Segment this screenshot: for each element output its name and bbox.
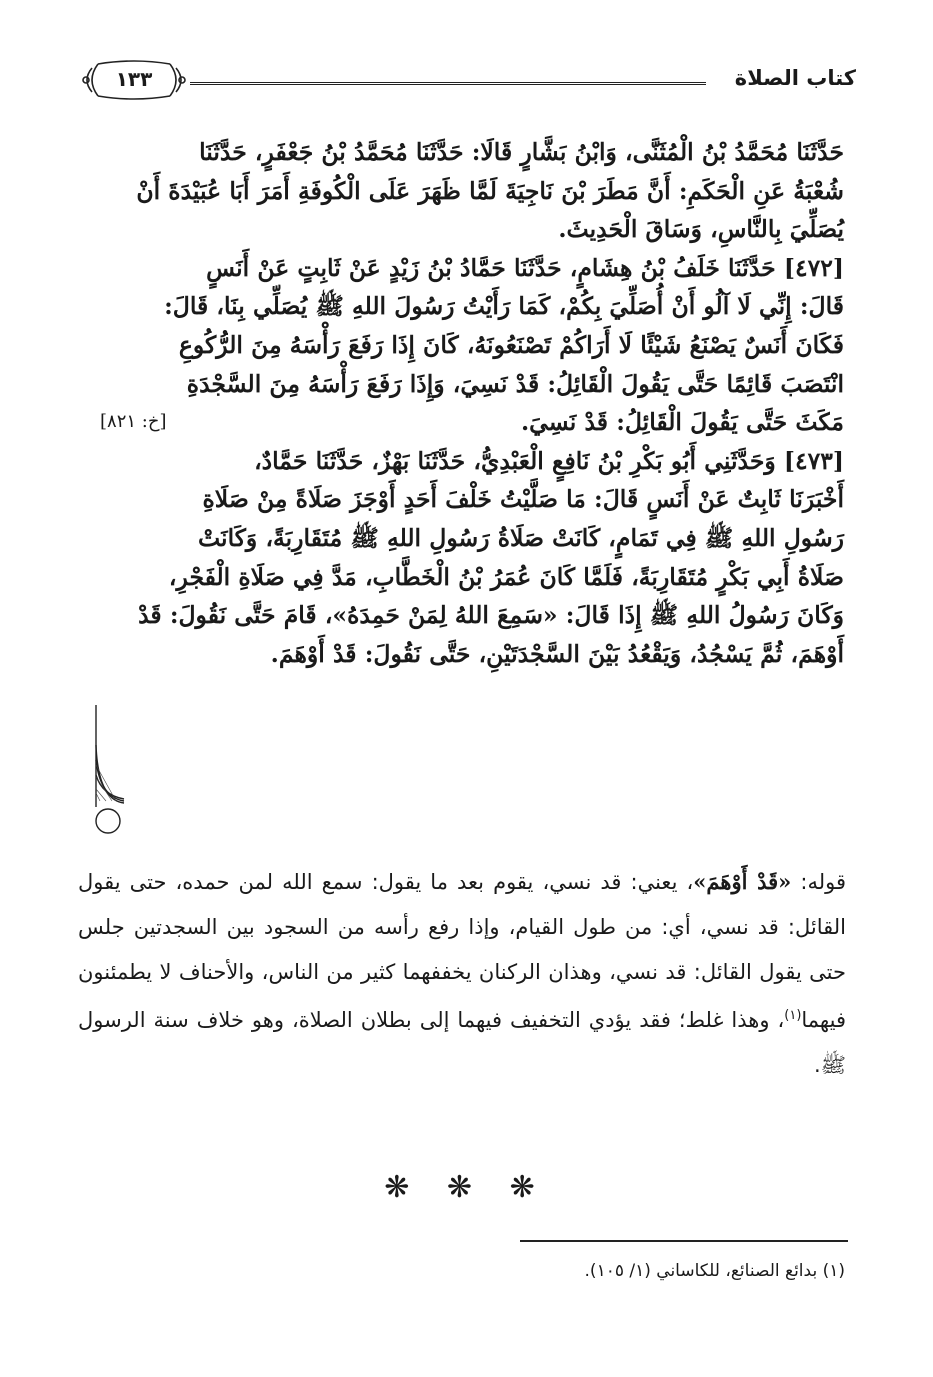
hadith-line: [٤٧٢] حَدَّثَنَا خَلَفُ بْنُ هِشَامٍ، حَدَّثَنَا حَمَّادُ بْنُ زَيْدٍ عَنْ ثَابِتٍ عَنْ أَنَسٍ [206, 253, 844, 282]
hadith-line: وَكَانَ رَسُولُ اللهِ ﷺ إِذَا قَالَ: «سَمِعَ اللهُ لِمَنْ حَمِدَهُ»، قَامَ حَتَّى نَقُولَ: قَدْ [138, 601, 844, 630]
section-separator: ❋ ❋ ❋ [384, 1170, 549, 1205]
hadith-line: انْتَصَبَ قَائِمًا حَتَّى يَقُولَ الْقَائِلُ: قَدْ نَسِيَ، وَإِذَا رَفَعَ رَأْسَهُ مِنَ السَّجْدَةِ [186, 369, 844, 398]
hadith-line: شُعْبَةُ عَنِ الْحَكَمِ: أَنَّ مَطَرَ بْنَ نَاجِيَةَ لَمَّا ظَهَرَ عَلَى الْكُوفَةِ أَمَرَ أَبَا عُبَيْدَةَ أَنْ [136, 176, 844, 205]
hadith-line-with-reference [100, 403, 844, 442]
hadith-line: أَوْهَمَ، ثُمَّ يَسْجُدُ، وَيَقْعُدُ بَيْنَ السَّجْدَتَيْنِ، حَتَّى نَقُولَ: قَدْ أَوْهَمَ. [270, 639, 844, 668]
commentary [78, 860, 846, 1088]
page-header [78, 58, 856, 102]
commentary-paragraph [78, 860, 846, 1088]
hadith-line: رَسُولِ اللهِ ﷺ فِي تَمَامٍ، كَانَتْ صَلَاةُ رَسُولِ اللهِ ﷺ مُتَقَارِبَةً، وَكَانَتْ [197, 523, 844, 552]
commentary-text-continued: ، وهذا غلط؛ فقد يؤدي التخفيف فيهما إلى بطلان الصلاة، وهو خلاف سنة الرسول ﷺ. [78, 1008, 846, 1078]
book-title: كتاب الصلاة [734, 66, 856, 90]
commentary-intro: قوله: [800, 870, 847, 894]
hadith-line: [٤٧٣] وَحَدَّثَنِي أَبُو بَكْرِ بْنُ نَافِعٍ الْعَبْدِيُّ، حَدَّثَنَا بَهْزٌ، حَدَّثَنَا حَمَّادٌ، [254, 446, 844, 475]
footnote-marker[interactable]: (١) [784, 1008, 802, 1024]
commentary-text: ، يعني: قد نسي، يقوم بعد ما يقول: سمع الله لمن حمده، حتى يقول القائل: قد نسي، أي: من طول القيام، وإذا رفع رأسه من السجود بين السجدتين جلس حتى يقول القائل: قد نسي، وهذان الركنان يخففهما كثير من الناس، والأحناف لا يطمئنون فيهما [78, 870, 846, 1033]
commentary-quote: «قَدْ أَوْهَمَ» [693, 869, 792, 894]
corner-ornament-icon [86, 705, 126, 835]
footnote: (١) بدائع الصنائع، للكاساني (١/ ١٠٥). [584, 1261, 845, 1281]
hadith-line: قَالَ: إِنِّي لَا آلُو أَنْ أُصَلِّيَ بِكُمْ، كَمَا رَأَيْتُ رَسُولَ اللهِ ﷺ يُصَلِّي بِنَا، قَالَ: [164, 292, 844, 321]
hadith-line: فَكَانَ أَنَسٌ يَصْنَعُ شَيْئًا لَا أَرَاكُمْ تَصْنَعُونَهُ، كَانَ إِذَا رَفَعَ رَأْسَهُ مِنَ الرُّكُوعِ [178, 330, 844, 359]
hadith-text [100, 133, 844, 673]
reference-note: [خ: ٨٢١] [100, 411, 167, 433]
page-number-badge [78, 58, 190, 102]
hadith-line: يُصَلِّيَ بِالنَّاسِ، وَسَاقَ الْحَدِيثَ. [558, 215, 844, 244]
footnote-divider [520, 1240, 848, 1242]
hadith-line: حَدَّثَنَا مُحَمَّدُ بْنُ الْمُثَنَّى، وَابْنُ بَشَّارٍ قَالَا: حَدَّثَنَا مُحَمَّدُ بْنُ جَعْفَرٍ، حَدَّثَنَا [199, 138, 844, 166]
hadith-line: أَخْبَرَنَا ثَابِتٌ عَنْ أَنَسٍ قَالَ: مَا صَلَّيْتُ خَلْفَ أَحَدٍ أَوْجَزَ صَلَاةً مِنْ صَلَاةِ [202, 485, 844, 514]
hadith-line: مَكَثَ حَتَّى يَقُولَ الْقَائِلُ: قَدْ نَسِيَ. [521, 408, 844, 437]
header-rule [190, 82, 706, 85]
page-number: ١٣٣ [115, 67, 153, 91]
hadith-line: صَلَاةُ أَبِي بَكْرٍ مُتَقَارِبَةً، فَلَمَّا كَانَ عُمَرُ بْنُ الْخَطَّابِ، مَدَّ فِي صَلَاةِ الْفَجْرِ، [168, 562, 844, 591]
